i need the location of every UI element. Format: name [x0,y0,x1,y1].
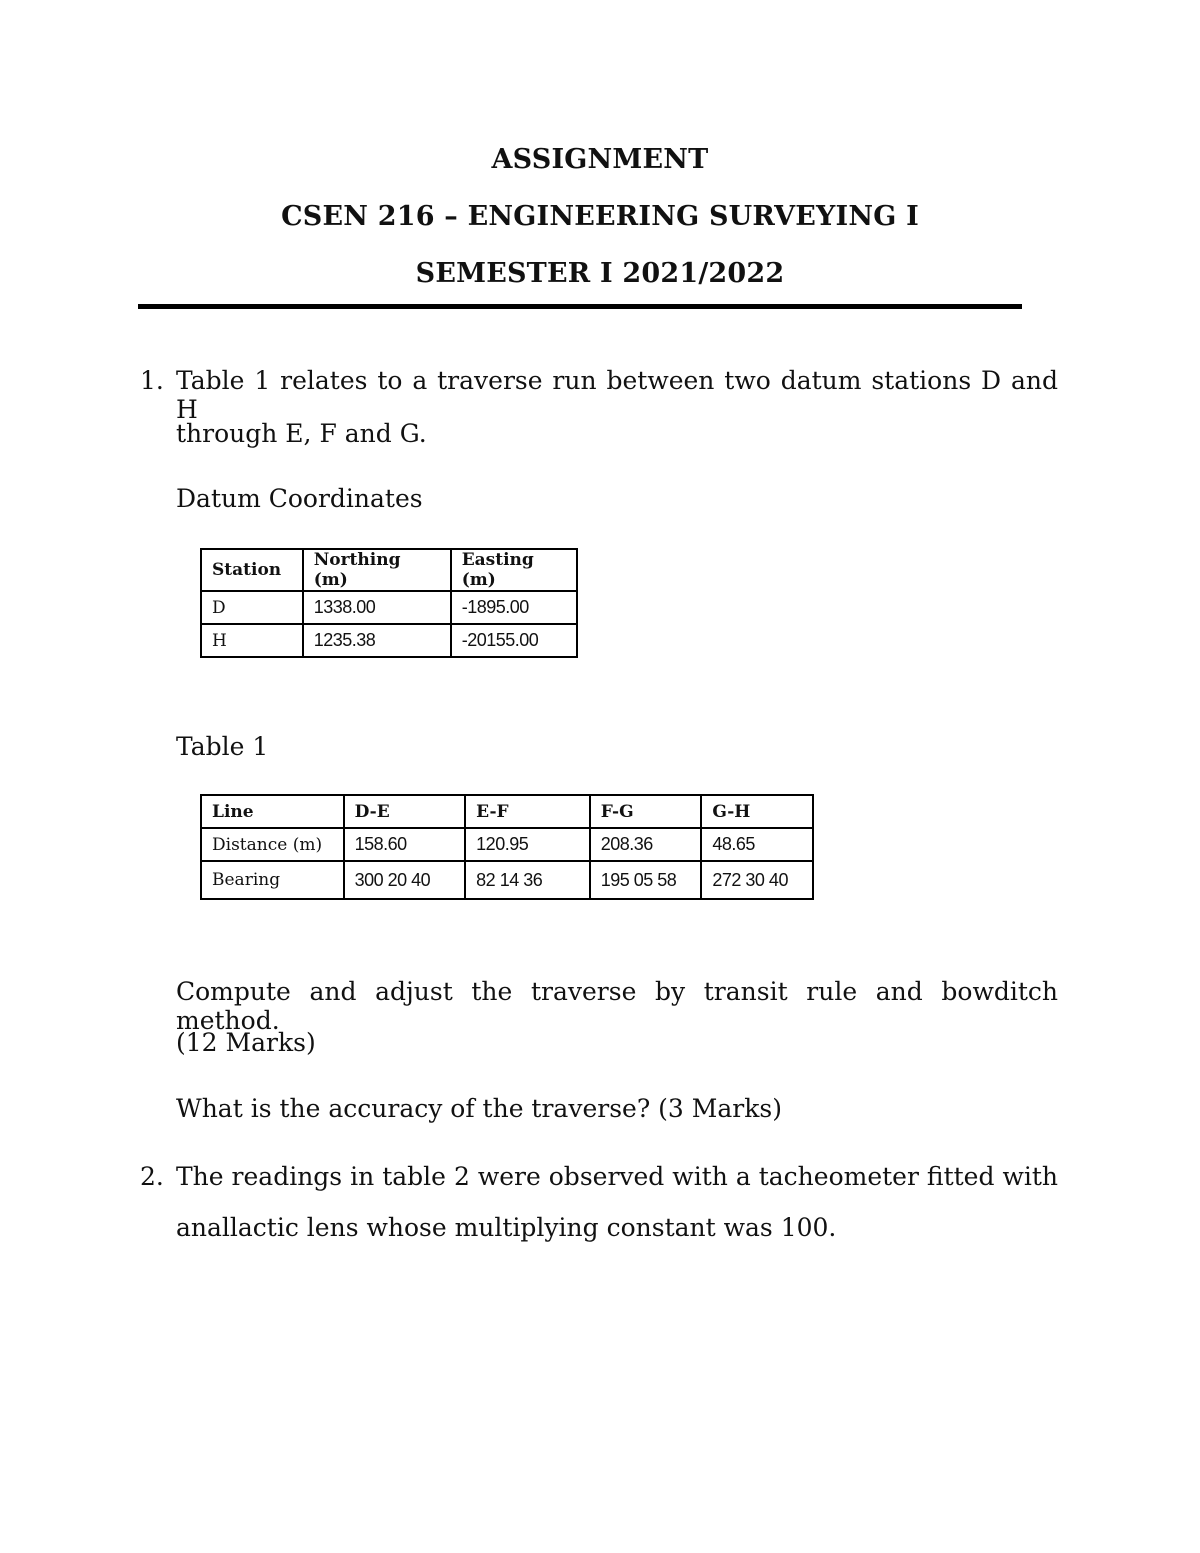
table-cell: -20155.00 [451,624,577,657]
table-cell: 208.36 [590,828,702,861]
table-cell: 82 14 36 [465,861,590,899]
table-header: G-H [701,795,813,828]
table-cell: D [201,591,303,624]
table-header: Station [201,549,303,591]
question-1-number: 1. [140,366,164,395]
table-header: Northing (m) [303,549,451,591]
table-header: Easting (m) [451,549,577,591]
table-cell: 48.65 [701,828,813,861]
table-cell: -1895.00 [451,591,577,624]
task-line-2: (12 Marks) [176,1028,316,1057]
course-title: CSEN 216 – ENGINEERING SURVEYING I [281,201,919,232]
question-1-line-2: through E, F and G. [176,419,427,448]
table-cell: H [201,624,303,657]
title: ASSIGNMENT [491,144,709,175]
table-row [201,591,577,624]
datum-table [200,548,578,658]
table-row [201,795,813,828]
table-header: E-F [465,795,590,828]
table-cell: 300 20 40 [344,861,466,899]
table-header: Line [201,795,344,828]
table-cell: 1235.38 [303,624,451,657]
table-row [201,549,577,591]
question-1-line-1: Table 1 relates to a traverse run between two datum stations D and H [176,366,1058,424]
question-2-line-2: anallactic lens whose multiplying constant was 100. [176,1213,837,1242]
datum-caption: Datum Coordinates [176,484,423,513]
traverse-table [200,794,814,900]
table-cell: 1338.00 [303,591,451,624]
task-line-1: Compute and adjust the traverse by transit rule and bowditch method. [176,977,1058,1035]
table-cell: 158.60 [344,828,466,861]
table-cell: 272 30 40 [701,861,813,899]
table-cell: Distance (m) [201,828,344,861]
table-row [201,861,813,899]
question-2-line-1: The readings in table 2 were observed with a tacheometer fitted with [176,1162,1058,1191]
table-cell: 120.95 [465,828,590,861]
table-header: F-G [590,795,702,828]
table-row [201,828,813,861]
table-cell: Bearing [201,861,344,899]
table-row [201,624,577,657]
task-accuracy: What is the accuracy of the traverse? (3 Marks) [176,1094,782,1123]
header-rule [138,304,1022,309]
question-2-number: 2. [140,1162,164,1191]
table-header: D-E [344,795,466,828]
table-cell: 195 05 58 [590,861,702,899]
table-1-caption: Table 1 [176,732,269,761]
semester: SEMESTER I 2021/2022 [415,258,785,289]
